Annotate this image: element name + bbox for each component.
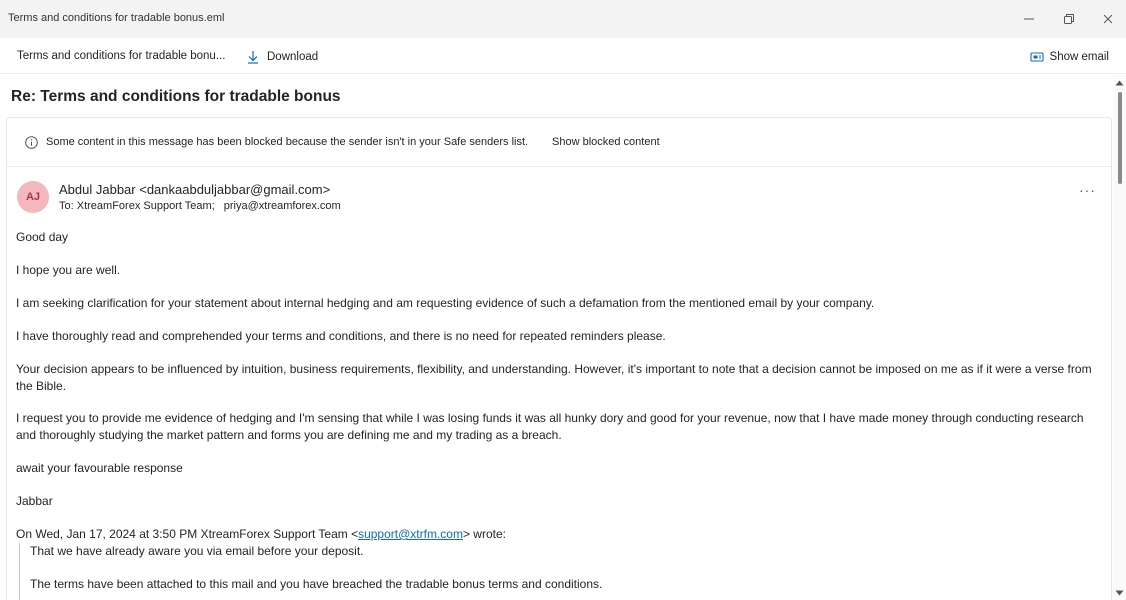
quoted-line: That we have already aware you via email before your deposit.: [30, 544, 364, 558]
attachment-file-name[interactable]: Terms and conditions for tradable bonu...: [17, 50, 226, 62]
body-paragraph: Good day: [16, 230, 69, 244]
quote-sender-email-link[interactable]: support@xtrfm.com: [358, 527, 463, 541]
quoted-message: [19, 543, 1099, 600]
minimize-icon: [1023, 13, 1035, 25]
scroll-down-icon[interactable]: [1115, 590, 1124, 596]
body-paragraph: I am seeking clarification for your statement about internal hedging and am requesting evidence of such a defamation from the mentioned email by your company.: [16, 296, 875, 310]
recipients-line: [59, 200, 341, 212]
quote-header-prefix: On Wed, Jan 17, 2024 at 3:50 PM XtreamForex Support Team <: [16, 527, 359, 541]
title-bar: [0, 0, 1126, 38]
blocked-notice-text: Some content in this message has been blocked because the sender isn't in your Safe senders list.: [46, 136, 529, 148]
body-paragraph: I have thoroughly read and comprehended your terms and conditions, and there is no need for repeated reminders please.: [16, 329, 666, 343]
toolbar: [0, 38, 1126, 74]
recipient-priya[interactable]: priya@xtreamforex.com: [223, 200, 341, 212]
close-button[interactable]: [1095, 8, 1121, 30]
message-card: [6, 117, 1112, 600]
show-blocked-content-link[interactable]: Show blocked content: [552, 136, 660, 148]
restore-icon: [1063, 13, 1075, 25]
scrollbar-thumb[interactable]: [1118, 92, 1122, 184]
avatar[interactable]: AJ: [17, 181, 49, 213]
message-subject: Re: Terms and conditions for tradable bonus: [11, 88, 341, 105]
info-icon: [25, 136, 38, 149]
sender-name[interactable]: Abdul Jabbar <dankaabduljabbar@gmail.com>: [59, 182, 331, 197]
blocked-content-bar: [7, 118, 1111, 167]
quote-header-suffix: > wrote:: [462, 527, 506, 541]
quote-header: [16, 526, 1106, 543]
restore-button[interactable]: [1056, 8, 1082, 30]
signature: Jabbar: [16, 494, 53, 508]
body-paragraph: Your decision appears to be influenced by intuition, business requirements, flexibility, and understanding. However, it's important to note that a decision cannot be imposed on me as if it were a verse from the Bible.: [16, 362, 1092, 393]
body-paragraph: I hope you are well.: [16, 263, 121, 277]
more-actions-icon[interactable]: ···: [1079, 182, 1096, 198]
download-label: Download: [267, 51, 319, 63]
body-paragraph: await your favourable response: [16, 461, 183, 475]
to-label: To:: [59, 200, 74, 212]
show-email-button[interactable]: [1030, 47, 1109, 67]
show-email-icon: [1030, 51, 1044, 63]
download-icon: [247, 50, 259, 64]
download-button[interactable]: [247, 47, 318, 67]
show-email-label: Show email: [1049, 51, 1109, 63]
minimize-button[interactable]: [1016, 8, 1042, 30]
recipient-support-team[interactable]: XtreamForex Support Team;: [76, 200, 215, 212]
quoted-line: The terms have been attached to this mail and you have breached the tradable bonus terms and conditions.: [30, 577, 603, 591]
close-icon: [1102, 13, 1114, 25]
body-paragraph: I request you to provide me evidence of hedging and I'm sensing that while I was losing funds it was all hunky dory and good for your revenue, now that I have made money through conducting research and thoroughly studying the market pattern and forms you are defining me and my trading as a breach.: [16, 411, 1084, 442]
scroll-up-icon[interactable]: [1115, 80, 1124, 86]
window-title: Terms and conditions for tradable bonus.eml: [8, 12, 225, 24]
